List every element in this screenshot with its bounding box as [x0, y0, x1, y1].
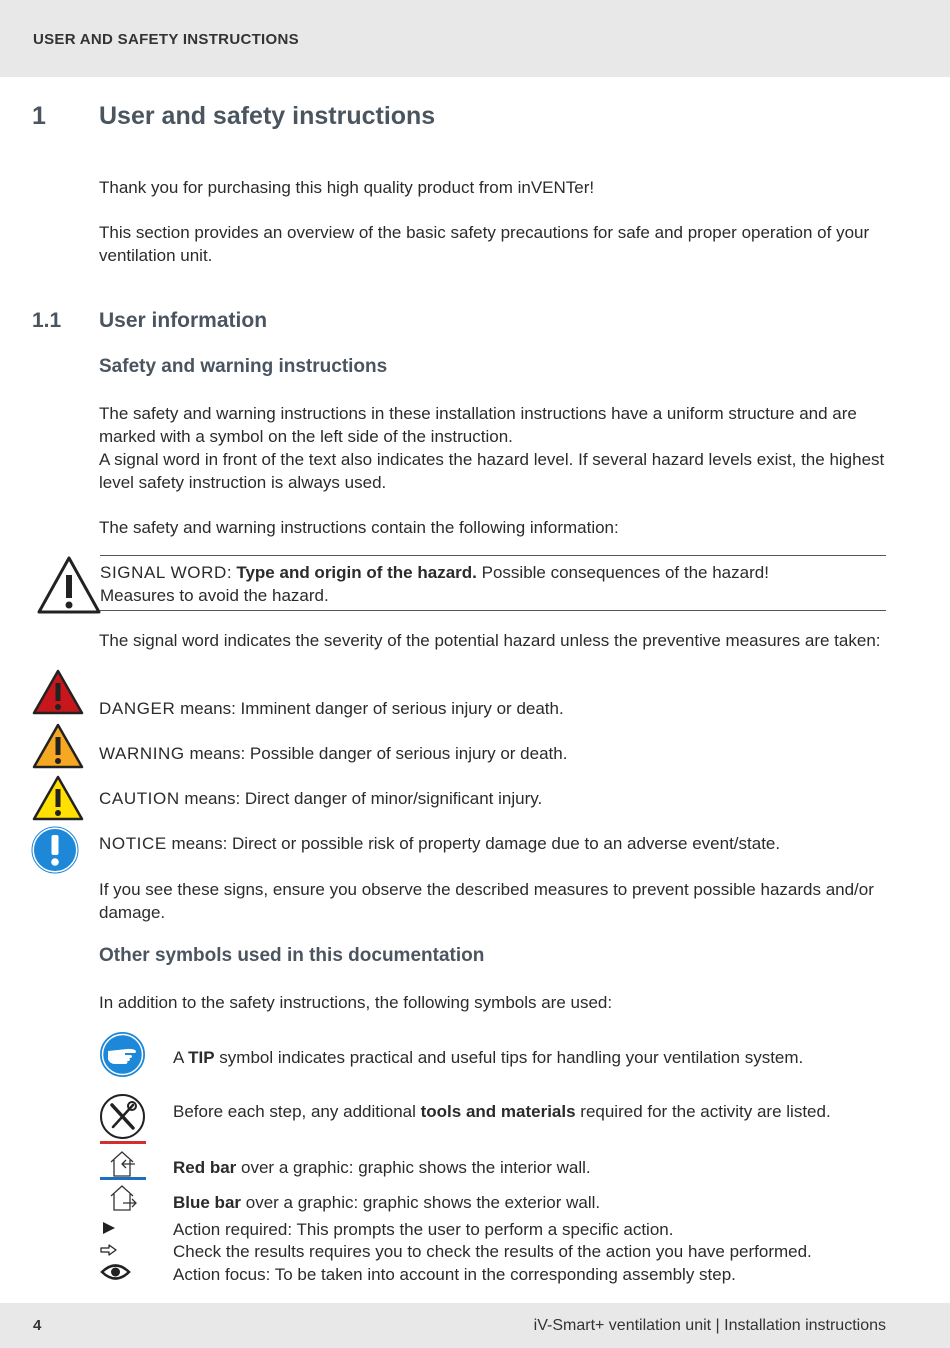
- blue-bar-line: [173, 1191, 600, 1214]
- rule-bottom: [100, 610, 886, 611]
- hazard-consequences: Possible consequences of the hazard!: [481, 563, 769, 582]
- tip-line: [173, 1046, 803, 1069]
- page-footer: [0, 1303, 950, 1348]
- section-title: User and safety instructions: [99, 102, 436, 130]
- subsection-number: 1.1: [32, 309, 62, 332]
- caution-word: CAUTION: [99, 789, 180, 808]
- red-bar-line: [173, 1156, 591, 1179]
- rule-top: [100, 555, 886, 556]
- colon: :: [226, 563, 232, 582]
- eye-icon: [100, 1262, 131, 1282]
- warning-line: [99, 742, 889, 765]
- warning-word: WARNING: [99, 744, 185, 763]
- caution-line: [99, 787, 889, 810]
- interior-wall-icon: [99, 1141, 147, 1179]
- notice-line: [99, 832, 889, 855]
- tools-post: required for the activity are listed.: [575, 1102, 831, 1121]
- tip-bold: TIP: [188, 1048, 215, 1067]
- hazard-type: Type and origin of the hazard.: [236, 563, 477, 582]
- document-title: iV-Smart+ ventilation unit | Installation instructions: [533, 1317, 886, 1334]
- blue-bar-text: over a graphic: graphic shows the exterior wall.: [241, 1193, 601, 1212]
- tools-pre: Before each step, any additional: [173, 1102, 421, 1121]
- notice-icon: [31, 826, 79, 874]
- notice-text: means: Direct or possible risk of property damage due to an adverse event/state.: [166, 834, 781, 853]
- page-header: [0, 0, 950, 77]
- action-line: Action required: This prompts the user to perform a specific action.: [173, 1220, 674, 1239]
- signal-word: SIGNAL WORD: [100, 563, 227, 582]
- check-line: Check the results requires you to check the results of the action you have performed.: [173, 1242, 812, 1261]
- red-bar-text: over a graphic: graphic shows the interior wall.: [236, 1158, 591, 1177]
- notice-word: NOTICE: [99, 834, 167, 853]
- hazard-measures: Measures to avoid the hazard.: [100, 586, 329, 605]
- other-symbols-intro: In addition to the safety instructions, the following symbols are used:: [99, 993, 613, 1012]
- safety-paragraph: [99, 402, 889, 494]
- safety-paragraph-2: A signal word in front of the text also indicates the hazard level. If several hazard levels exist, the highest level safety instruction is always used.: [99, 450, 885, 492]
- action-triangle-icon: [101, 1220, 117, 1236]
- section-number: 1: [32, 102, 46, 130]
- info-intro: The safety and warning instructions contain the following information:: [99, 518, 619, 537]
- page-number: 4: [33, 1317, 42, 1334]
- red-bar-bold: Red bar: [173, 1158, 237, 1177]
- intro-paragraph-2: This section provides an overview of the basic safety precautions for safe and proper operation of your ventilation unit.: [99, 223, 870, 265]
- header-title: USER AND SAFETY INSTRUCTIONS: [33, 31, 299, 48]
- warning-icon: [31, 722, 85, 770]
- intro-paragraph: Thank you for purchasing this high quality product from inVENTer!: [99, 178, 595, 197]
- danger-word: DANGER: [99, 699, 176, 718]
- tip-pre: A: [173, 1048, 189, 1067]
- signal-word-intro: The signal word indicates the severity of the potential hazard unless the preventive measures are taken:: [99, 631, 881, 650]
- caution-text: means: Direct danger of minor/significant injury.: [179, 789, 543, 808]
- tools-bold: tools and materials: [420, 1102, 576, 1121]
- subsection-title: User information: [99, 309, 268, 332]
- general-warning-icon: [36, 555, 102, 615]
- example-instruction: [100, 561, 890, 607]
- tools-line: [173, 1100, 831, 1123]
- exterior-wall-icon: [99, 1177, 147, 1213]
- observe-paragraph: If you see these signs, ensure you observe the described measures to prevent possible hazards and/or damage.: [99, 880, 874, 922]
- focus-line: Action focus: To be taken into account in the corresponding assembly step.: [173, 1265, 736, 1284]
- warning-text: means: Possible danger of serious injury or death.: [184, 744, 568, 763]
- caution-icon: [31, 774, 85, 822]
- check-arrow-icon: [100, 1243, 118, 1257]
- tip-post: symbol indicates practical and useful tips for handling your ventilation system.: [214, 1048, 804, 1067]
- danger-line: [99, 697, 889, 720]
- blue-bar-bold: Blue bar: [173, 1193, 242, 1212]
- tools-icon: [99, 1093, 146, 1140]
- danger-text: means: Imminent danger of serious injury or death.: [175, 699, 564, 718]
- safety-heading: Safety and warning instructions: [99, 356, 388, 377]
- tip-pointing-hand-icon: [99, 1031, 146, 1078]
- safety-paragraph-1: The safety and warning instructions in these installation instructions have a uniform structure and are marked with a symbol on the left side of the instruction.: [99, 404, 857, 446]
- other-symbols-heading: Other symbols used in this documentation: [99, 945, 485, 966]
- danger-icon: [31, 668, 85, 716]
